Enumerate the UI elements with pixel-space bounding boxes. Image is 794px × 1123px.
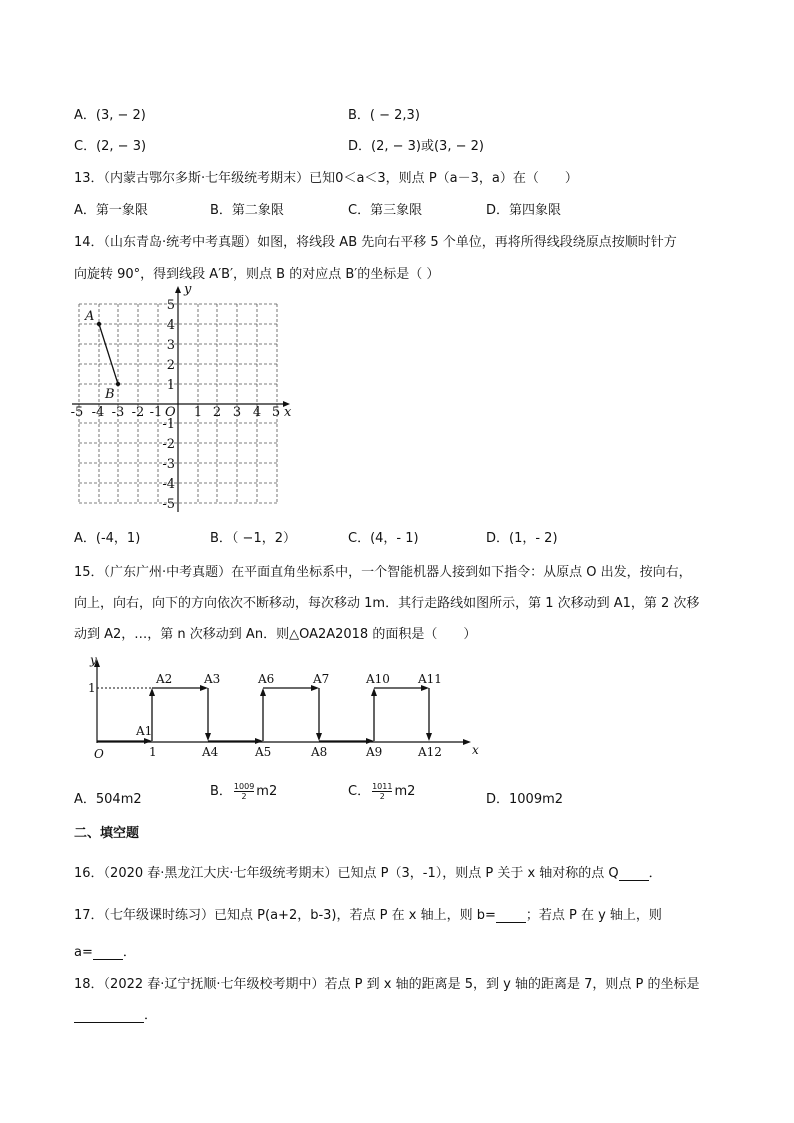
- q15-option-c-unit: m2: [394, 784, 416, 799]
- origin-label: O: [165, 405, 176, 420]
- q13-option-a: A．第一象限: [74, 203, 148, 218]
- q14-stem-line1: 14．（山东青岛·统考中考真题）如图，将线段 AB 先向右平移 5 个单位，再将所得线段绕原点按顺时针方: [74, 235, 677, 250]
- q17-text-part3: a=: [74, 945, 93, 960]
- q14-stem-line2: 向旋转 90°，得到线段 A′B′，则点 B 的对应点 B′的坐标是（ ）: [74, 267, 440, 282]
- q12-option-c: C．(2, − 3): [74, 139, 147, 154]
- q15-option-a: A．504m2: [74, 792, 142, 807]
- x-tick: -5: [70, 405, 84, 420]
- origin-label: O: [94, 747, 104, 761]
- x-tick: 5: [271, 405, 281, 420]
- q17-question-line2: [74, 941, 136, 960]
- q13-option-c: C．第三象限: [348, 203, 423, 218]
- q14-option-c: C．(4，- 1): [348, 531, 419, 546]
- x-tick: 1: [149, 745, 157, 759]
- label-a4: A4: [202, 745, 219, 759]
- q15-option-c-prefix: C．: [348, 784, 371, 799]
- q15-option-b-fraction: [234, 782, 254, 801]
- q17-text-part1: 17．（七年级课时练习）已知点 P(a+2，b-3)，若点 P 在 x 轴上，则 b=: [74, 908, 496, 923]
- y-tick: 1: [88, 681, 96, 695]
- q12-option-a: A．(3, − 2): [74, 108, 146, 123]
- q14-option-d: D．(1，- 2): [486, 531, 558, 546]
- point-a: [97, 322, 101, 326]
- y-tick: -2: [162, 437, 175, 452]
- label-a5: A5: [255, 745, 272, 759]
- q18-end: ．: [144, 1008, 158, 1023]
- fraction-numerator: 1011: [372, 782, 393, 791]
- q16-answer-blank[interactable]: [619, 868, 649, 881]
- x-tick: -4: [91, 405, 105, 420]
- section-heading: 二、填空题: [74, 826, 140, 841]
- fraction-numerator: 1009: [233, 782, 255, 791]
- fraction-denominator: 2: [234, 791, 254, 801]
- label-a9: A9: [366, 745, 383, 759]
- q17-answer-blank-b[interactable]: [496, 910, 526, 923]
- q15-stem-line1: 15．（广东广州·中考真题）在平面直角坐标系中，一个智能机器人接到如下指令：从原点 O 出发，按向右，: [74, 565, 692, 580]
- y-tick: 5: [166, 298, 175, 313]
- x-axis-label: x: [472, 743, 479, 757]
- q17-text-part2: ；若点 P 在 y 轴上，则: [525, 908, 662, 923]
- q15-option-c: [348, 780, 415, 801]
- x-tick: -3: [111, 405, 125, 420]
- x-axis-label: x: [284, 405, 292, 420]
- q12-option-d: D．(2, − 3)或(3, − 2): [348, 139, 484, 154]
- point-b: [116, 382, 120, 386]
- q15-stem-line2: 向上，向右，向下的方向依次不断移动，每次移动 1m．其行走路线如图所示，第 1 次移动到 A1，第 2 次移: [74, 596, 700, 611]
- q14-option-a: A．(-4，1): [74, 531, 141, 546]
- q15-option-b-unit: m2: [256, 784, 278, 799]
- y-tick: -4: [162, 477, 175, 492]
- point-a-label: A: [85, 309, 95, 324]
- q17-answer-blank-a[interactable]: [93, 947, 123, 960]
- q15-option-b-prefix: B．: [210, 784, 232, 799]
- q17-end: ．: [122, 945, 136, 960]
- q15-option-c-fraction: [372, 782, 392, 801]
- y-axis-label: y: [90, 653, 97, 667]
- q13-stem: 13．（内蒙古鄂尔多斯·七年级统考期末）已知0＜a＜3，则点 P（a－3，a）在（ ）: [74, 171, 578, 186]
- x-tick: 1: [193, 405, 203, 420]
- x-tick: 3: [232, 405, 242, 420]
- x-tick: 4: [252, 405, 262, 420]
- y-axis-label: y: [184, 283, 192, 297]
- y-tick: -1: [162, 417, 175, 432]
- label-a1: A1: [136, 724, 153, 738]
- x-tick: -2: [131, 405, 145, 420]
- x-tick: -1: [149, 405, 163, 420]
- q17-question-line1: [74, 904, 662, 923]
- label-a8: A8: [311, 745, 328, 759]
- q15-stem-line3: 动到 A2，…，第 n 次移动到 An．则△OA2A2018 的面积是（ ）: [74, 627, 477, 642]
- label-a11: A11: [418, 672, 442, 686]
- q16-question: [74, 862, 662, 881]
- q12-option-b: B．( − 2,3): [348, 108, 420, 123]
- y-tick: 1: [166, 378, 175, 393]
- label-a12: A12: [418, 745, 442, 759]
- segment-ab: [99, 324, 118, 384]
- y-tick: -3: [162, 457, 175, 472]
- y-tick: -5: [162, 497, 175, 512]
- label-a10: A10: [366, 672, 390, 686]
- point-b-label: B: [105, 387, 115, 402]
- label-a7: A7: [313, 672, 330, 686]
- y-tick: 4: [166, 318, 175, 333]
- q18-question-line2: [74, 1004, 157, 1023]
- label-a3: A3: [204, 672, 221, 686]
- y-tick: 3: [166, 338, 175, 353]
- q13-option-d: D．第四象限: [486, 203, 562, 218]
- label-a2: A2: [156, 672, 173, 686]
- q18-answer-blank[interactable]: [74, 1010, 144, 1023]
- q13-option-b: B．第二象限: [210, 203, 284, 218]
- q16-text: 16．（2020 春·黑龙江大庆·七年级统考期末）已知点 P（3，-1），则点 P 关于 x 轴对称的点 Q: [74, 866, 619, 881]
- x-tick: 2: [212, 405, 222, 420]
- fraction-denominator: 2: [372, 791, 392, 801]
- q15-option-b: [210, 780, 277, 801]
- q14-coordinate-graph: [70, 283, 300, 515]
- q18-question-line1: 18．（2022 春·辽宁抚顺·七年级校考期中）若点 P 到 x 轴的距离是 5，到 y 轴的距离是 7，则点 P 的坐标是: [74, 977, 700, 992]
- q14-option-b: B．（ −1，2）: [210, 531, 296, 546]
- y-tick: 2: [166, 358, 175, 373]
- q16-end: ．: [648, 866, 662, 881]
- q15-robot-path-graph: [85, 650, 485, 765]
- q15-option-d: D．1009m2: [486, 792, 564, 807]
- label-a6: A6: [258, 672, 275, 686]
